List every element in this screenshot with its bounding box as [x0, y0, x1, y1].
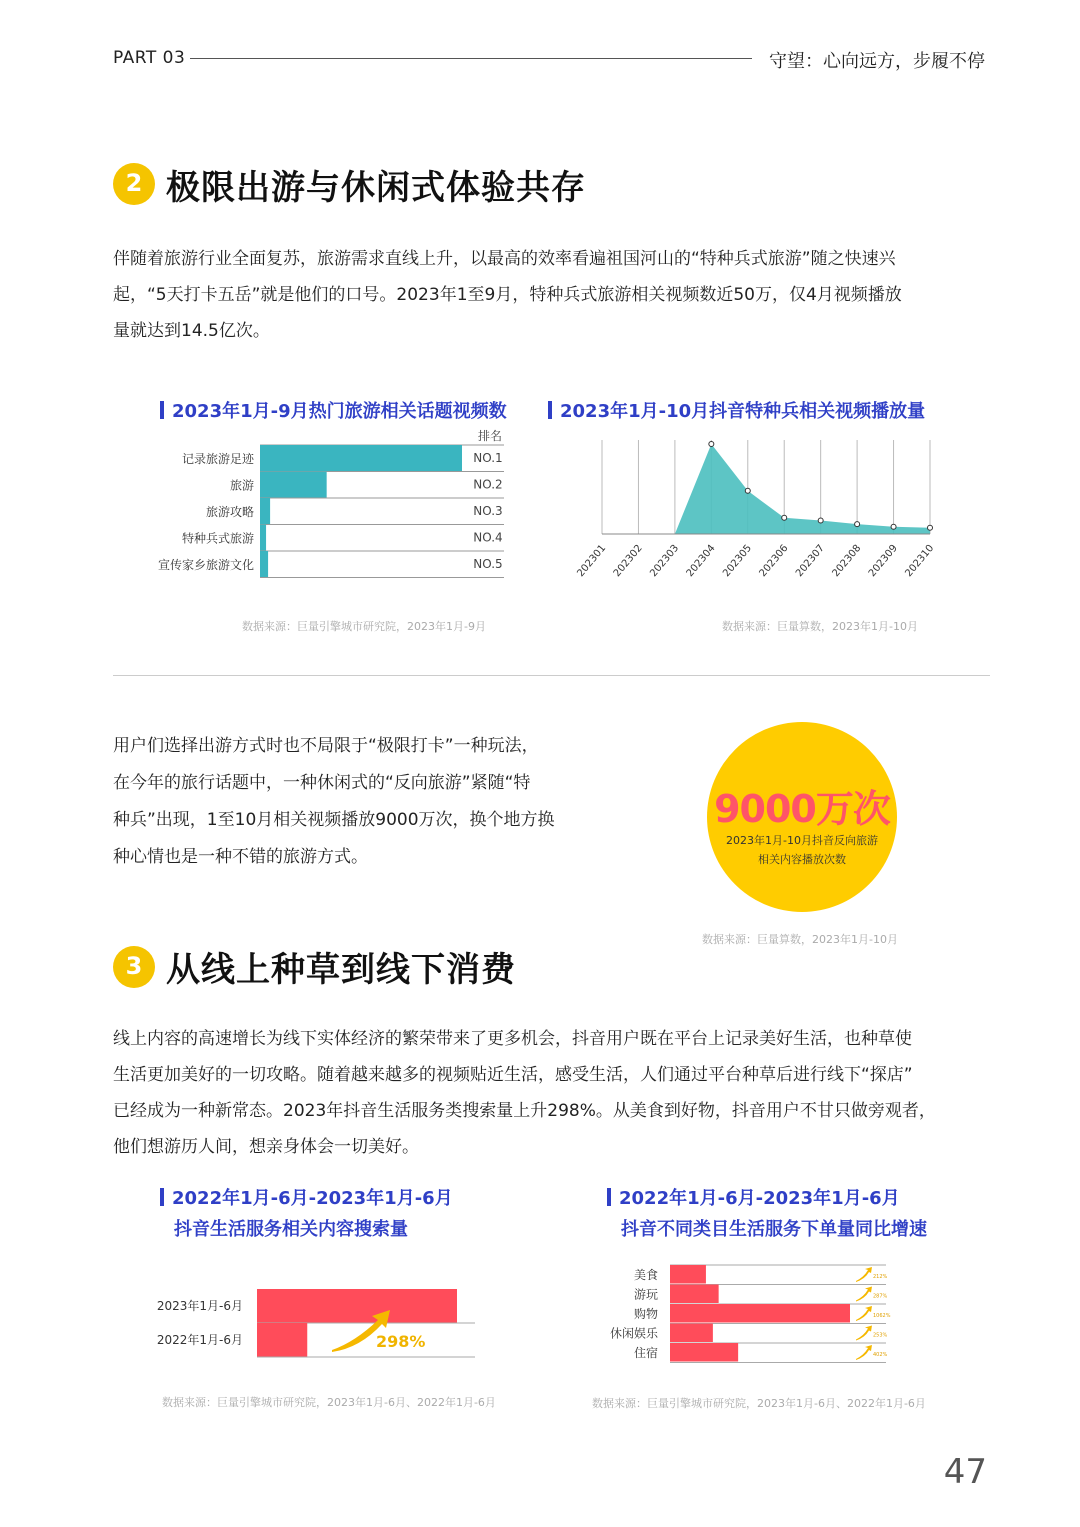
section-paragraph — [113, 241, 993, 349]
bar — [260, 472, 327, 499]
section-number-badge — [113, 163, 155, 205]
bar — [670, 1304, 850, 1323]
category-label: 记录旅游足迹 — [181, 452, 254, 466]
bar — [670, 1265, 706, 1284]
bar — [257, 1289, 457, 1323]
category-label: 购物 — [633, 1307, 658, 1321]
category-label: 2023年1月-6月 — [156, 1299, 243, 1313]
chart-title-text: 抖音不同类目生活服务下单量同比增速 — [621, 1219, 927, 1240]
chart-title-text: 抖音生活服务相关内容搜索量 — [174, 1219, 408, 1240]
category-label: 2022年1月-6月 — [156, 1333, 243, 1347]
paragraph-line: 线上内容的高速增长为线下实体经济的繁荣带来了更多机会，抖音用户既在平台上记录美好生活，也种草使 — [113, 1029, 912, 1049]
bar — [260, 551, 268, 578]
caption-line: 2023年1月-10月抖音反向旅游 — [726, 834, 878, 847]
section-number: 2 — [125, 169, 143, 197]
category-label: 宣传家乡旅游文化 — [157, 558, 254, 572]
section-paragraph — [113, 1021, 1003, 1165]
data-point — [782, 515, 787, 520]
category-label: 美食 — [633, 1268, 658, 1282]
highlight-caption — [707, 831, 897, 869]
bar — [260, 525, 266, 552]
data-point — [891, 524, 896, 529]
data-point — [855, 522, 860, 527]
section-title: 从线上种草到线下消费 — [166, 950, 516, 990]
bar — [670, 1285, 719, 1304]
paragraph-line: 伴随着旅游行业全面复苏，旅游需求直线上升，以最高的效率看遍祖国河山的“特种兵式旅游”随之快速兴 — [113, 249, 896, 269]
section-number: 3 — [125, 952, 143, 980]
x-tick-label: 202307 — [793, 542, 827, 580]
chart-title-views — [548, 397, 925, 423]
growth-label: 287% — [873, 1293, 888, 1300]
paragraph-line: 在今年的旅行话题中，一种休闲式的“反向旅游”紧随“特 — [113, 773, 531, 793]
chart-title-orders — [607, 1183, 927, 1245]
paragraph-line: 他们想游历人间，想亲身体会一切美好。 — [113, 1137, 419, 1157]
chart-title-text: 2022年1月-6月-2023年1月-6月 — [172, 1188, 453, 1209]
growth-arrow — [856, 1287, 872, 1302]
area-series — [602, 444, 930, 534]
paragraph-line: 量就达到14.5亿次。 — [113, 321, 270, 341]
chart-source: 数据来源：巨量引擎城市研究院，2023年1月-6月、2022年1月-6月 — [592, 1397, 926, 1410]
section-divider — [113, 675, 990, 676]
x-tick-label: 202304 — [684, 542, 718, 580]
chart-source: 数据来源：巨量引擎城市研究院，2023年1月-9月 — [242, 620, 486, 633]
bar — [670, 1324, 713, 1343]
chart-monthly-views — [560, 430, 960, 590]
growth-label: 253% — [873, 1332, 888, 1339]
x-tick-label: 202303 — [648, 542, 682, 580]
chart-source: 数据来源：巨量引擎城市研究院，2023年1月-6月、2022年1月-6月 — [162, 1396, 496, 1409]
page-number: 47 — [943, 1452, 987, 1492]
paragraph-line: 种心情也是一种不错的旅游方式。 — [113, 847, 368, 867]
x-tick-label: 202302 — [611, 542, 645, 580]
data-point — [928, 525, 933, 530]
chart-title-text: 2022年1月-6月-2023年1月-6月 — [619, 1188, 900, 1209]
chart-source: 数据来源：巨量算数，2023年1月-10月 — [722, 620, 918, 633]
growth-arrow — [856, 1326, 872, 1341]
paragraph-line: 起，“5天打卡五岳”就是他们的口号。2023年1至9月，特种兵式旅游相关视频数近50万，仅4月视频播放 — [113, 285, 902, 305]
rank-label: NO.2 — [473, 477, 503, 492]
highlight-number: 9000万次 — [714, 787, 890, 831]
title-marker — [160, 1188, 164, 1206]
category-label: 旅游攻略 — [205, 505, 254, 519]
chart-title-search — [160, 1183, 453, 1245]
caption-line: 相关内容播放次数 — [758, 853, 846, 866]
paragraph-line: 已经成为一种新常态。2023年抖音生活服务类搜索量上升298%。从美食到好物，抖音用户不甘只做旁观者， — [113, 1101, 936, 1121]
section-number-badge — [113, 946, 155, 988]
rank-header: 排名 — [477, 429, 503, 443]
bar — [670, 1343, 738, 1362]
category-label: 游玩 — [633, 1287, 658, 1302]
part-label: PART 03 — [113, 48, 186, 68]
growth-arrow — [856, 1267, 872, 1282]
growth-label: 212% — [873, 1274, 888, 1280]
x-tick-label: 202305 — [721, 542, 755, 580]
rank-label: NO.4 — [473, 530, 503, 545]
x-tick-label: 202309 — [866, 542, 900, 580]
chart-topic-videos — [140, 425, 520, 590]
growth-label: 298% — [376, 1332, 426, 1351]
paragraph-line: 种兵”出现，1至10月相关视频播放9000万次，换个地方换 — [113, 810, 555, 830]
bar — [257, 1323, 307, 1357]
category-label: 旅游 — [229, 478, 254, 493]
rank-label: NO.3 — [473, 504, 503, 518]
chart-title-text: 2023年1月-10月抖音特种兵相关视频播放量 — [560, 401, 926, 422]
x-tick-label: 202310 — [903, 542, 937, 580]
rank-label: NO.5 — [473, 557, 503, 571]
chart-title-topics — [160, 397, 507, 423]
growth-label: 402% — [873, 1352, 888, 1358]
section-title: 极限出游与休闲式体验共存 — [166, 168, 586, 208]
bar — [260, 498, 270, 525]
bar — [260, 445, 462, 472]
category-label: 特种兵式旅游 — [181, 531, 254, 546]
title-marker — [607, 1188, 611, 1206]
x-tick-label: 202306 — [757, 542, 791, 580]
growth-label: 1062% — [873, 1313, 891, 1319]
header-divider — [190, 58, 752, 59]
chart-search-volume — [150, 1280, 490, 1370]
paragraph-line: 用户们选择出游方式时也不局限于“极限打卡”一种玩法， — [113, 736, 539, 756]
category-label: 住宿 — [633, 1346, 658, 1360]
data-point — [745, 488, 750, 493]
x-tick-label: 202301 — [575, 542, 609, 580]
data-point — [709, 442, 714, 447]
chart-order-growth — [590, 1262, 900, 1367]
section-heading: 守望：心向远方，步履不停 — [769, 51, 985, 72]
growth-arrow — [856, 1306, 872, 1321]
growth-arrow — [856, 1345, 872, 1360]
highlight-source: 数据来源：巨量算数，2023年1月-10月 — [702, 933, 898, 946]
data-point — [818, 518, 823, 523]
title-marker — [160, 401, 164, 419]
x-tick-label: 202308 — [830, 542, 864, 580]
paragraph-line: 生活更加美好的一切攻略。随着越来越多的视频贴近生活，感受生活，人们通过平台种草后进行线下“探店” — [113, 1065, 913, 1085]
rank-label: NO.1 — [473, 451, 503, 465]
chart-title-text: 2023年1月-9月热门旅游相关话题视频数 — [172, 401, 507, 422]
title-marker — [548, 401, 552, 419]
category-label: 休闲娱乐 — [609, 1326, 658, 1341]
middle-paragraph — [113, 728, 633, 876]
